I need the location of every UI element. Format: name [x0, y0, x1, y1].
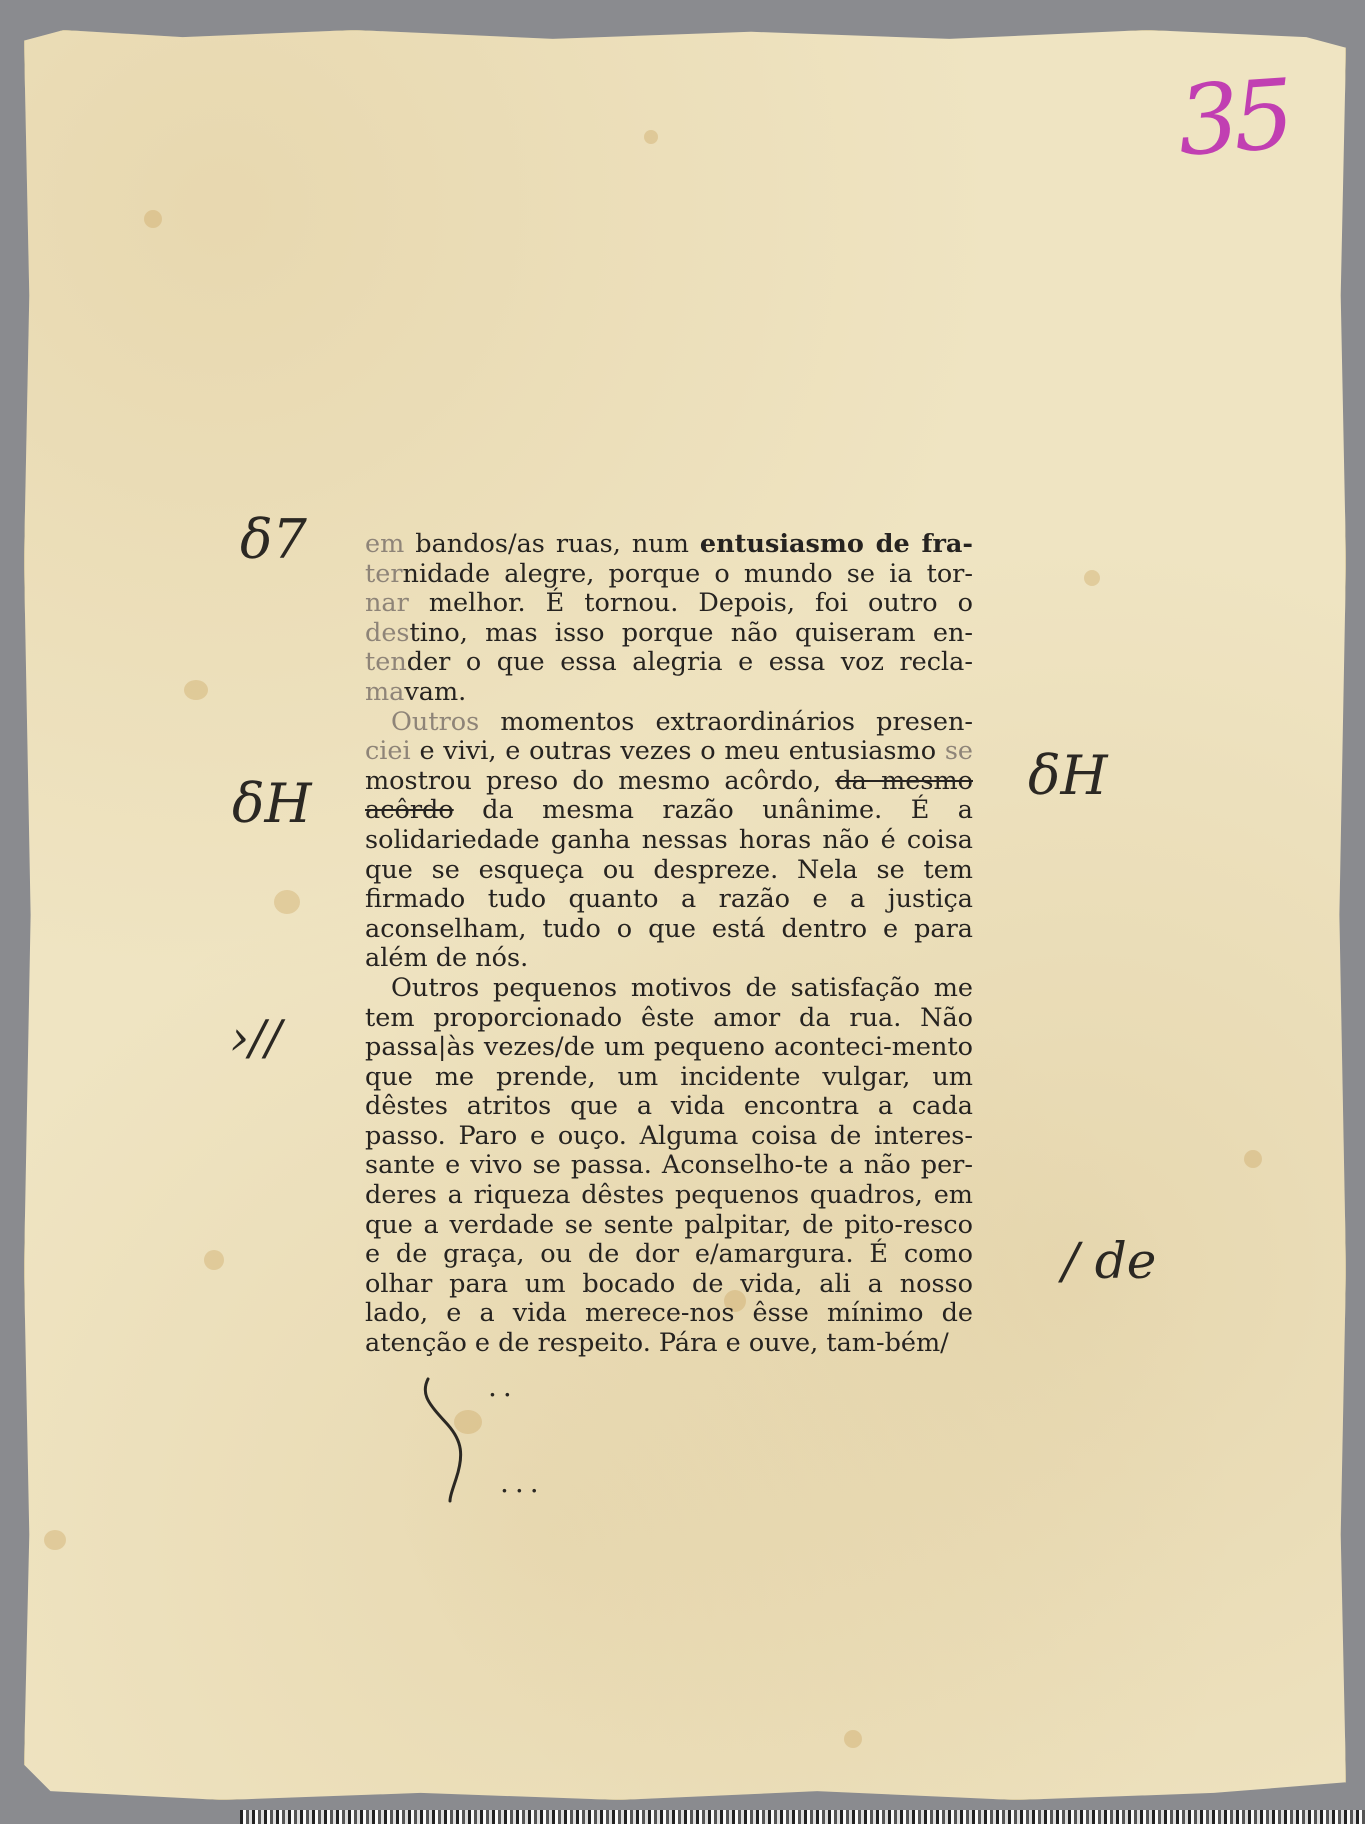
- body-text: e vivi, e outras vezes o meu entusiasmo: [410, 736, 937, 767]
- body-text: da mesma razão unânime. É a solidariedade ganha nessas horas não é coisa que se esqueça ou despreze. Nela se tem firmado tudo quanto a razão e a justiça aconselham, tudo o que está dentro e para além de nós.: [365, 795, 973, 974]
- body-text: bandos/as ruas, num: [404, 529, 700, 559]
- faded-text: Outros: [391, 706, 480, 737]
- body-text: tino, mas isso porque não quiseram en-: [409, 617, 973, 648]
- margin-note-left-3: ›//: [230, 1010, 282, 1066]
- body-text: momentos extraordinários presen-: [479, 706, 973, 737]
- struck-text: da mesmo acôrdo: [365, 765, 973, 826]
- margin-note-left-2: δH: [232, 772, 312, 835]
- body-text: nidade alegre, porque o mundo se ia tor-: [402, 558, 973, 589]
- faded-text: se: [944, 736, 973, 767]
- article-text: [365, 530, 973, 1359]
- margin-note-right-2: / de: [1062, 1232, 1157, 1290]
- margin-note-left-1: δ7: [240, 508, 307, 571]
- bold-text: entusiasmo de fra-: [699, 529, 973, 559]
- body-text: vam.: [404, 676, 467, 707]
- body-text: melhor. É tornou. Depois, foi outro o: [408, 588, 973, 619]
- margin-note-right-1: δH: [1028, 744, 1108, 807]
- faded-text: ma: [365, 676, 405, 707]
- faded-text: ten: [365, 647, 407, 678]
- handwritten-bracket-icon: [410, 1375, 490, 1505]
- paragraph-1: [365, 530, 973, 708]
- faded-text: ciei: [365, 736, 411, 767]
- page-number: 35: [1174, 58, 1292, 178]
- body-text: mostrou preso do mesmo acôrdo,: [365, 765, 836, 796]
- paragraph-3: [365, 974, 973, 1359]
- faded-text: em: [365, 529, 405, 559]
- faded-text: nar: [365, 588, 409, 619]
- body-text: Outros pequenos motivos de satisfação me tem proporcionado êste amor da rua. Não passa|às vezes/de um pequeno aconteci-mento que me prende, um incidente vulgar, um dêstes atritos que a vida encontra a cada passo. Paro e ouço. Alguma coisa de interes-sante e vivo se passa. Aconselho-te a não per-deres a riqueza dêstes pequenos quadros, em que a verdade se sente palpitar, de pito-resco e de graça, ou de dor e/amargura. É como olhar para um bocado de vida, ali a nosso lado, e a vida merece-nos êsse mínimo de atenção e de respeito. Pára e ouve, tam-bém/: [365, 972, 973, 1359]
- handwritten-ellipsis-1: ..: [488, 1370, 518, 1403]
- handwritten-ellipsis-2: ...: [500, 1466, 545, 1499]
- body-text: der o que essa alegria e essa voz recla-: [406, 647, 973, 678]
- faded-text: ter: [365, 558, 403, 589]
- paragraph-2: [365, 708, 973, 974]
- faded-text: des: [365, 617, 410, 648]
- scan-calibration-strip: [240, 1810, 1365, 1824]
